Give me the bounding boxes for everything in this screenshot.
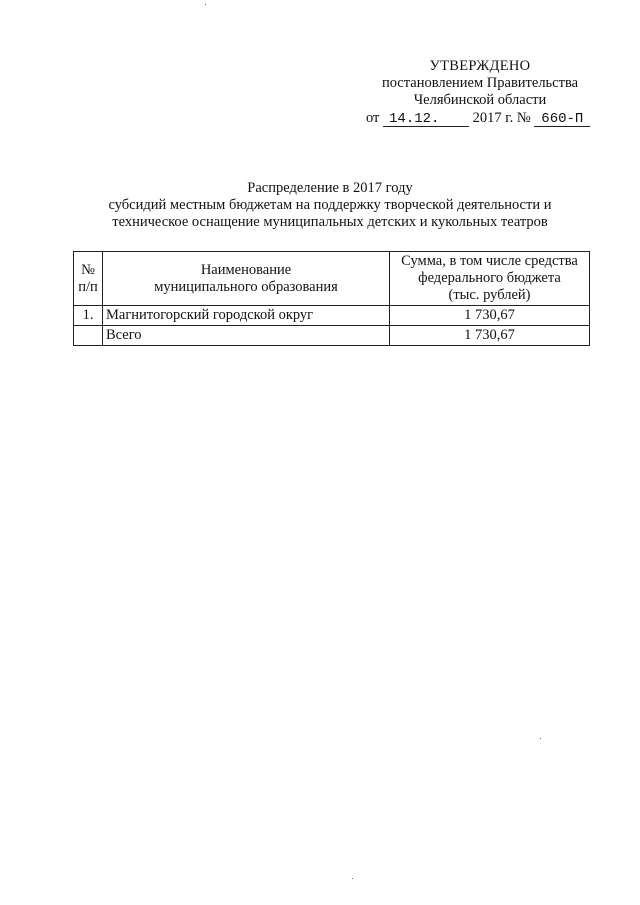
table-total-row [74, 326, 590, 346]
header-amount-line-3: (тыс. рублей) [448, 287, 531, 303]
header-number-line-1: № [81, 261, 95, 278]
table-header-row [74, 252, 590, 306]
title-line-1: Распределение в 2017 году [247, 180, 413, 196]
header-number [74, 252, 103, 306]
header-amount-line-1: Сумма, в том числе средства [401, 253, 578, 269]
header-name [103, 252, 390, 306]
approval-year-label: 2017 г. № [472, 110, 531, 126]
approval-number: 660-П [534, 112, 590, 127]
row-amount: 1 730,67 [390, 306, 590, 326]
scan-speck [352, 878, 353, 879]
row-municipality: Магнитогорский городской округ [103, 306, 390, 326]
total-label: Всего [103, 326, 390, 346]
title-line-3: техническое оснащение муниципальных детских и кукольных театров [112, 214, 548, 230]
title-line-2: субсидий местным бюджетам на поддержку творческой деятельности и [108, 197, 552, 213]
total-number-empty [74, 326, 103, 346]
header-amount-line-2: федерального бюджета [418, 270, 561, 286]
approval-region-line: Челябинской области [413, 92, 547, 108]
row-number: 1. [74, 306, 103, 326]
header-name-line-1: Наименование [200, 261, 292, 278]
header-number-line-2: п/п [78, 278, 98, 295]
approval-from-label: от [366, 110, 380, 126]
distribution-table [73, 251, 590, 346]
scan-speck [205, 4, 206, 5]
approval-decree-line: постановлением Правительства [381, 75, 579, 91]
scan-speck [540, 738, 541, 739]
table-row [74, 306, 590, 326]
header-amount [390, 252, 590, 306]
total-amount: 1 730,67 [390, 326, 590, 346]
approval-block [330, 58, 630, 127]
document-title [60, 180, 600, 231]
approval-date: 14.12. [383, 112, 469, 127]
header-name-line-2: муниципального образования [154, 278, 338, 295]
approval-heading: УТВЕРЖДЕНО [429, 58, 531, 74]
approval-date-line [330, 110, 630, 127]
